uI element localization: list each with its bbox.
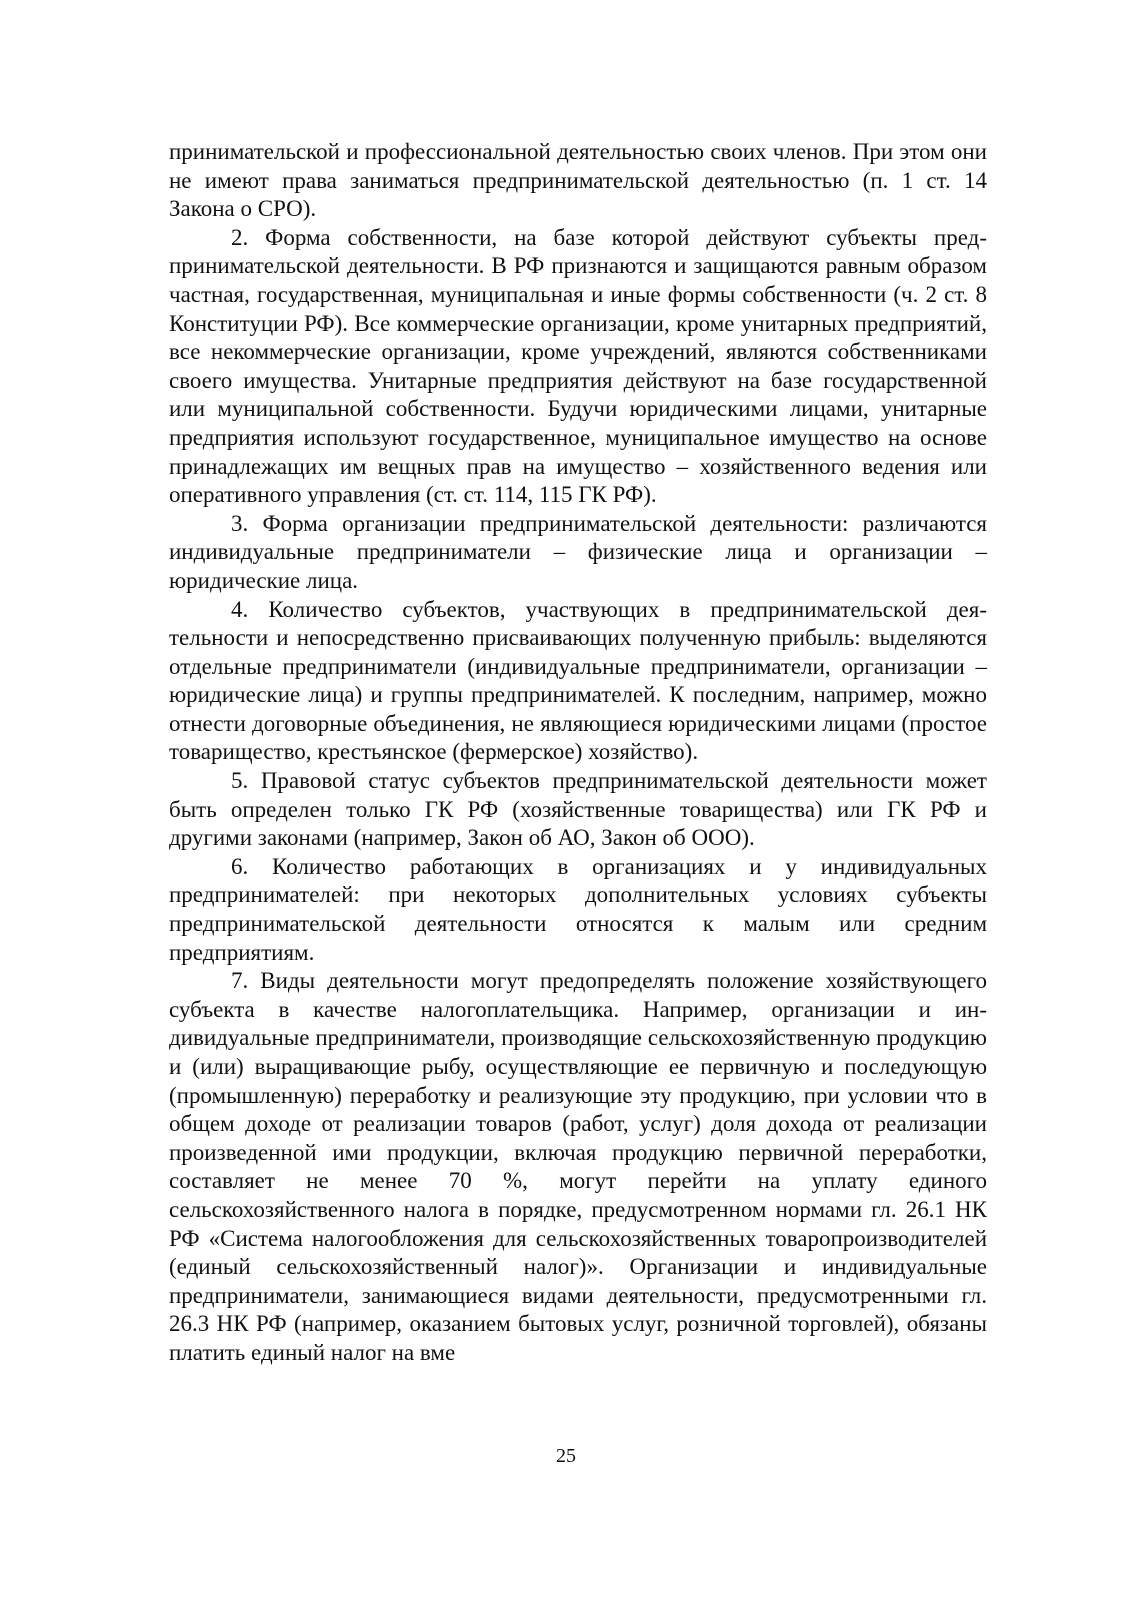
paragraph-organization-form: 3. Форма организации предпринимательской деятельности: различаются индивидуальные предприниматели – физические лица и организации – юридические лица. xyxy=(169,510,987,593)
page-number: 25 xyxy=(556,1445,576,1467)
paragraph-continuation: принимательской и профессиональной деятельностью своих членов. При этом они не имеют права заниматься предпринимательской деятельностью (п. 1 ст. 14 Закона о СРО). xyxy=(169,139,987,222)
page-body xyxy=(169,138,987,1368)
paragraph-subject-count: 4. Количество субъектов, участвующих в предпринимательской деятельности и непосредственно присваивающих полученную прибыль: выделяются отдельные предприниматели (индивидуальные предприниматели, организации – юридические лица) и группы предпринимателей. К последним, например, можно отнести договорные объединения, не являющиеся юридическими лицами (простое товарищество, крестьянское (фермерское) хозяйство). xyxy=(169,596,987,765)
paragraph-employee-count: 6. Количество работающих в организациях и у индивидуальных предпринимателей: при некоторых дополнительных условиях субъекты предпринимательской деятельности относятся к малым или средним предприятиям. xyxy=(169,853,987,965)
paragraph-ownership-form: 2. Форма собственности, на базе которой действуют субъекты предпринимательской деятельности. В РФ признаются и защищаются равным образом частная, государственная, муниципальная и иные формы собственности (ч. 2 ст. 8 Конституции РФ). Все коммерческие организации, кроме унитарных предприятий, все некоммерческие организации, кроме учреждений, являются собственниками своего имущества. Унитарные предприятия действуют на базе государственной или муниципальной собственности. Будучи юридическими лицами, унитарные предприятия используют государственное, муниципальное имущество на основе принадлежащих им вещных прав на имущество – хозяйственного ведения или оперативного управления (ст. ст. 114, 115 ГК РФ). xyxy=(169,224,987,508)
paragraph-activity-types: 7. Виды деятельности могут предопределять положение хозяйствующего субъекта в качестве налогоплательщика. Например, организации и индивидуальные предприниматели, производящие сельскохозяйственную продукцию и (или) выращивающие рыбу, осуществляющие ее первичную и последующую (промышленную) переработку и реализующие эту продукцию, при условии что в общем доходе от реализации товаров (работ, услуг) доля дохода от реализации произведенной ими продукции, включая продукцию первичной переработки, составляет не менее 70 %, могут перейти на уплату единого сельскохозяйственного налога в порядке, предусмотренном нормами гл. 26.1 НК РФ «Система налогообложения для сельскохозяйственных товаропроизводителей (единый сельскохозяйственный налог)». Организации и индивидуальные предприниматели, занимающиеся видами деятельности, предусмотренными гл. 26.3 НК РФ (например, оказанием бытовых услуг, розничной торговлей), обязаны платить единый налог на вме xyxy=(169,968,987,1365)
paragraph-legal-status: 5. Правовой статус субъектов предпринимательской деятельности может быть определен только ГК РФ (хозяйственные товарищества) или ГК РФ и другими законами (например, Закон об АО, Закон об ООО). xyxy=(169,768,987,851)
